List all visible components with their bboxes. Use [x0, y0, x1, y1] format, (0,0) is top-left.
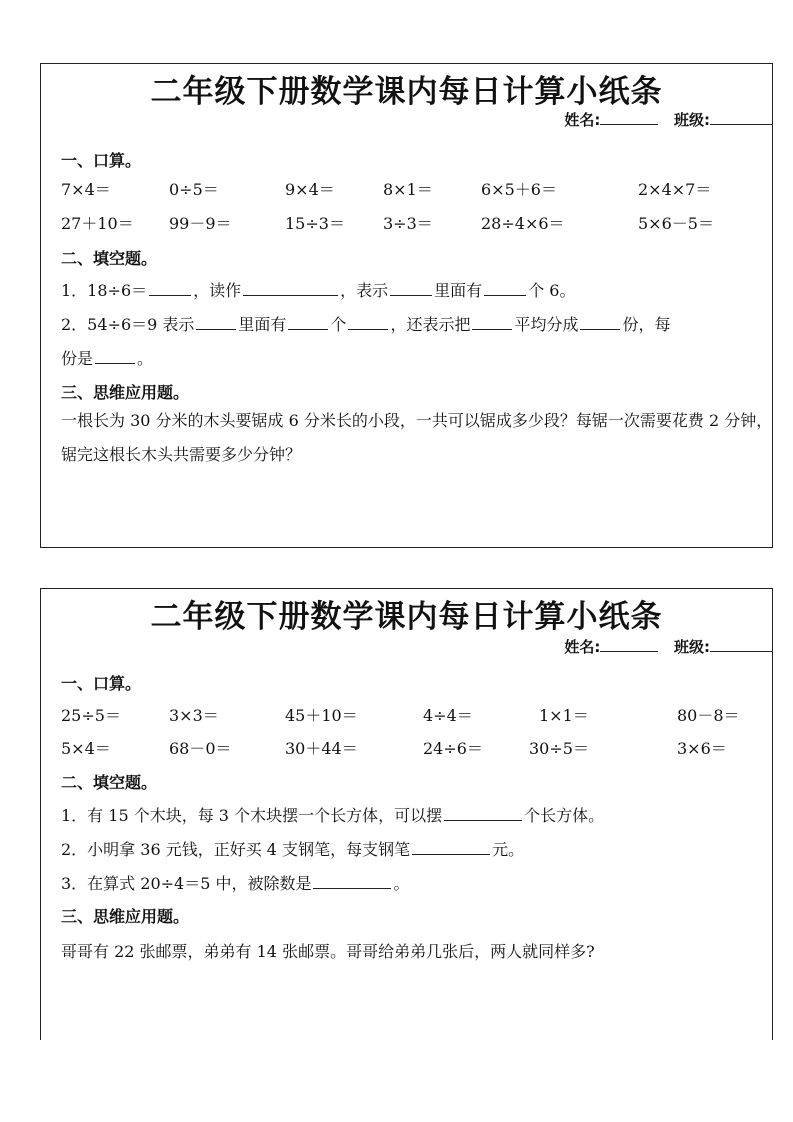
equation: 2×4×7＝	[638, 180, 712, 199]
section-word-problem: 三、思维应用题。	[61, 907, 190, 926]
answer-blank[interactable]	[580, 315, 620, 330]
class-label: 班级:	[674, 638, 710, 656]
equation: 3÷3＝	[383, 214, 433, 233]
worksheet-2	[40, 588, 773, 1040]
question-text: 份是	[61, 349, 94, 368]
question-text: 里面有	[238, 315, 287, 334]
class-field[interactable]	[710, 637, 772, 652]
equation: 6×5＋6＝	[481, 180, 557, 199]
section-word-problem: 三、思维应用题。	[61, 383, 190, 402]
question-text: ，读作	[193, 281, 242, 300]
equation: 99－9＝	[169, 214, 232, 233]
word-problem: 哥哥有 22 张邮票，弟弟有 14 张邮票。哥哥给弟弟几张后，两人就同样多?	[61, 942, 595, 961]
equation: 45＋10＝	[285, 706, 358, 725]
equation: 7×4＝	[61, 180, 111, 199]
question-text: ，还表示把	[390, 315, 471, 334]
equation: 5×4＝	[61, 739, 111, 758]
name-field[interactable]	[600, 637, 658, 652]
class-field[interactable]	[710, 110, 772, 125]
section-oral-calc: 一、口算。	[61, 151, 142, 170]
answer-blank[interactable]	[288, 315, 328, 330]
section-oral-calc: 一、口算。	[61, 674, 142, 693]
question-text: 2．小明拿 36 元钱，正好买 4 支钢笔，每支钢笔	[61, 840, 411, 859]
question-text: 元。	[492, 840, 525, 859]
equation: 80－8＝	[677, 706, 740, 725]
answer-blank[interactable]	[348, 315, 388, 330]
question-text: 。	[393, 874, 410, 893]
question-1	[61, 278, 575, 301]
question-text: 1．18÷6＝	[61, 281, 148, 300]
equation: 15÷3＝	[285, 214, 345, 233]
worksheet-title: 二年级下册数学课内每日计算小纸条	[150, 599, 663, 635]
worksheet-1	[40, 63, 773, 548]
answer-blank[interactable]	[390, 281, 432, 296]
equation: 24÷6＝	[423, 739, 483, 758]
answer-blank[interactable]	[243, 281, 338, 296]
equation: 28÷4×6＝	[481, 214, 565, 233]
equation: 5×6－5＝	[638, 214, 714, 233]
equation: 1×1＝	[539, 706, 589, 725]
answer-blank[interactable]	[313, 874, 391, 889]
student-info	[564, 109, 772, 130]
name-label: 姓名:	[564, 111, 601, 129]
question-text: ，表示	[340, 281, 389, 300]
question-text: 里面有	[434, 281, 483, 300]
word-problem: 一根长为 30 分米的木头要锯成 6 分米长的小段，一共可以锯成多少段？每锯一次需要花费 2 分钟，锯完这根长木头共需要多少分钟？	[61, 411, 773, 464]
question-text: 份，每	[622, 315, 671, 334]
equation: 27＋10＝	[61, 214, 134, 233]
equation: 30÷5＝	[529, 739, 589, 758]
answer-blank[interactable]	[484, 281, 526, 296]
question-text: 3．在算式 20÷4＝5 中，被除数是	[61, 874, 312, 893]
question-text: 2．54÷6＝9 表示	[61, 315, 195, 334]
equation: 3×6＝	[677, 739, 727, 758]
student-info	[564, 636, 772, 657]
question-text: 平均分成	[514, 315, 579, 334]
answer-blank[interactable]	[412, 840, 490, 855]
question-2-cont	[61, 346, 153, 369]
equation: 8×1＝	[383, 180, 433, 199]
worksheet-title: 二年级下册数学课内每日计算小纸条	[150, 74, 663, 110]
question-2	[61, 837, 524, 860]
question-text: 个	[330, 315, 347, 334]
answer-blank[interactable]	[95, 349, 135, 364]
answer-blank[interactable]	[472, 315, 512, 330]
equation: 3×3＝	[169, 706, 219, 725]
equation: 25÷5＝	[61, 706, 121, 725]
equation: 0÷5＝	[169, 180, 219, 199]
question-text: 1．有 15 个木块，每 3 个木块摆一个长方体，可以摆	[61, 806, 443, 825]
question-1	[61, 803, 604, 826]
equation: 9×4＝	[285, 180, 335, 199]
equation: 68－0＝	[169, 739, 232, 758]
equation: 4÷4＝	[423, 706, 473, 725]
answer-blank[interactable]	[149, 281, 191, 296]
answer-blank[interactable]	[444, 806, 522, 821]
class-label: 班级:	[674, 111, 710, 129]
question-2	[61, 312, 670, 335]
section-fill-blank: 二、填空题。	[61, 773, 158, 792]
equation: 30＋44＝	[285, 739, 358, 758]
name-field[interactable]	[600, 110, 658, 125]
question-text: 个 6。	[528, 281, 576, 300]
answer-blank[interactable]	[196, 315, 236, 330]
name-label: 姓名:	[564, 638, 601, 656]
section-fill-blank: 二、填空题。	[61, 249, 158, 268]
question-3	[61, 871, 410, 894]
question-text: 个长方体。	[524, 806, 605, 825]
question-text: 。	[137, 349, 154, 368]
